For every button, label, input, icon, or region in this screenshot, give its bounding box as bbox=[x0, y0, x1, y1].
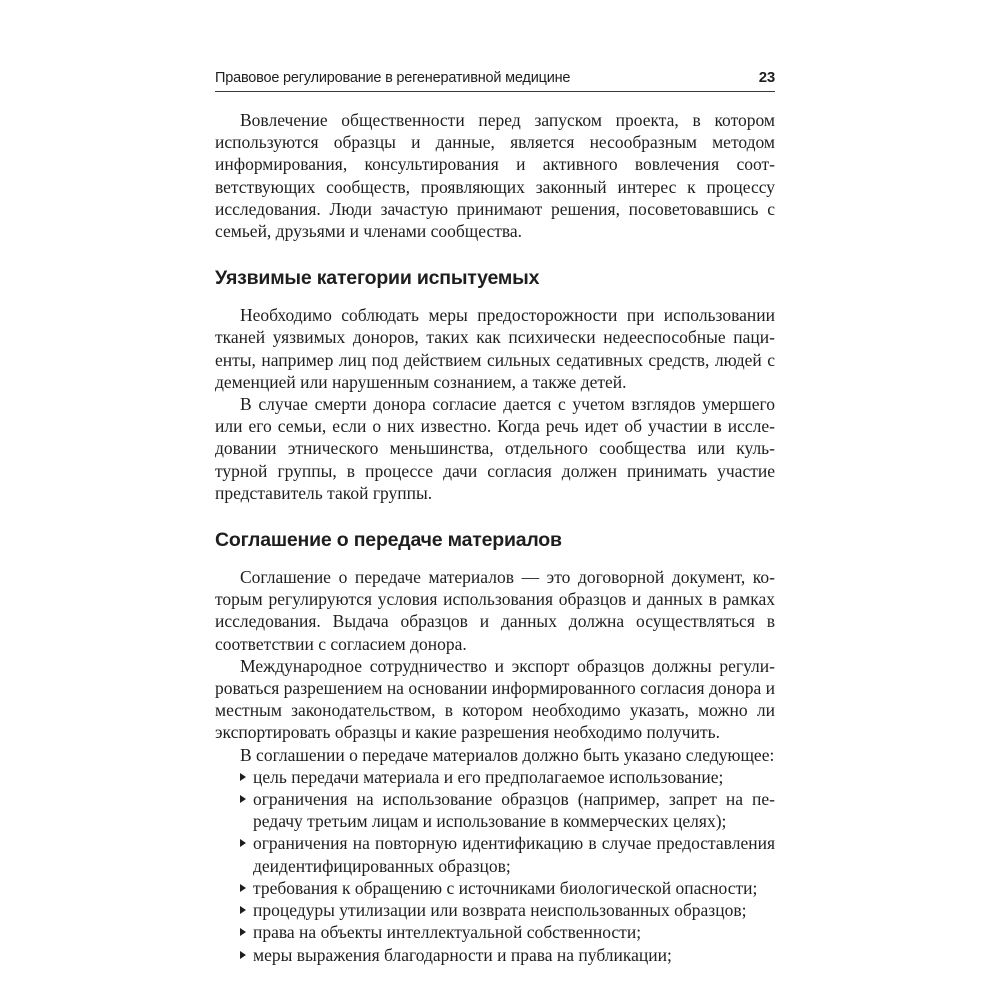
list-item: права на объекты интеллектуальной собственности; bbox=[215, 921, 775, 943]
triangle-bullet-icon bbox=[240, 951, 246, 959]
triangle-bullet-icon bbox=[240, 928, 246, 936]
triangle-bullet-icon bbox=[240, 839, 246, 847]
list-item: меры выражения благодарности и права на публикации; bbox=[215, 944, 775, 966]
section-material-transfer bbox=[215, 566, 775, 966]
triangle-bullet-icon bbox=[240, 906, 246, 914]
requirements-list bbox=[215, 766, 775, 966]
paragraph: Международное сотрудничество и экспорт образцов должны регулироваться разрешением на основании информированного согласия донора и местным законодательством, в котором необходимо указать, можно ли экспортировать образцы и какие разрешения необходимо получить. bbox=[215, 655, 775, 743]
list-item: ограничения на повторную идентификацию в случае предоставления деидентифицированных образцов; bbox=[215, 832, 775, 876]
paragraph: Необходимо соблюдать меры предосторожности при использовании тканей уязвимых доноров, таких как психически недееспособные пациенты, например лиц под действием сильных седативных средств, людей с деменцией или нарушенным сознанием, а также детей. bbox=[215, 305, 775, 392]
section-heading-vulnerable-subjects: Уязвимые категории испытуемых bbox=[215, 267, 540, 290]
list-item: ограничения на использование образцов (например, запрет на передачу третьим лицам и использование в коммерческих целях); bbox=[215, 788, 775, 832]
triangle-bullet-icon bbox=[240, 795, 246, 803]
intro-block bbox=[215, 109, 775, 242]
list-item: требования к обращению с источниками биологической опасности; bbox=[215, 877, 775, 899]
triangle-bullet-icon bbox=[240, 884, 246, 892]
book-page bbox=[215, 68, 775, 966]
page-number: 23 bbox=[758, 69, 775, 86]
paragraph: Соглашение о передаче материалов — это договорной документ, которым регулируются условия использования образцов и данных в рамках исследования. Выдача образцов и данных должна осуществляться в соответствии с согласием донора. bbox=[215, 567, 775, 654]
running-title: Правовое регулирование в регенеративной медицине bbox=[215, 70, 571, 86]
list-item: цель передачи материала и его предполагаемое использование; bbox=[215, 766, 775, 788]
triangle-bullet-icon bbox=[240, 773, 246, 781]
intro-paragraph: Вовлечение общественности перед запуском проекта, в котором используются образцы и данные, является несообразным методом информирования, консультирования и активного вовлечения соответствующих сообществ, проявляющих законный интерес к процессу исследования. Люди зачастую принимают решения, посоветовавшись с семьей, друзьями и членами сообщества. bbox=[215, 110, 775, 242]
section-heading-material-transfer: Соглашение о передаче материалов bbox=[215, 529, 562, 552]
paragraph: В соглашении о передаче материалов должно быть указано следующее: bbox=[240, 744, 775, 765]
paragraph: В случае смерти донора согласие дается с учетом взглядов умершего или его семьи, если о них известно. Когда речь идет об участии в исследовании этнического меньшинства, отдельного сообщества или культурной группы, в процессе дачи согласия должен принимать участие представитель такой группы. bbox=[215, 394, 775, 503]
section-vulnerable-subjects bbox=[215, 304, 775, 504]
list-item: процедуры утилизации или возврата неиспользованных образцов; bbox=[215, 899, 775, 921]
running-header bbox=[215, 68, 775, 92]
